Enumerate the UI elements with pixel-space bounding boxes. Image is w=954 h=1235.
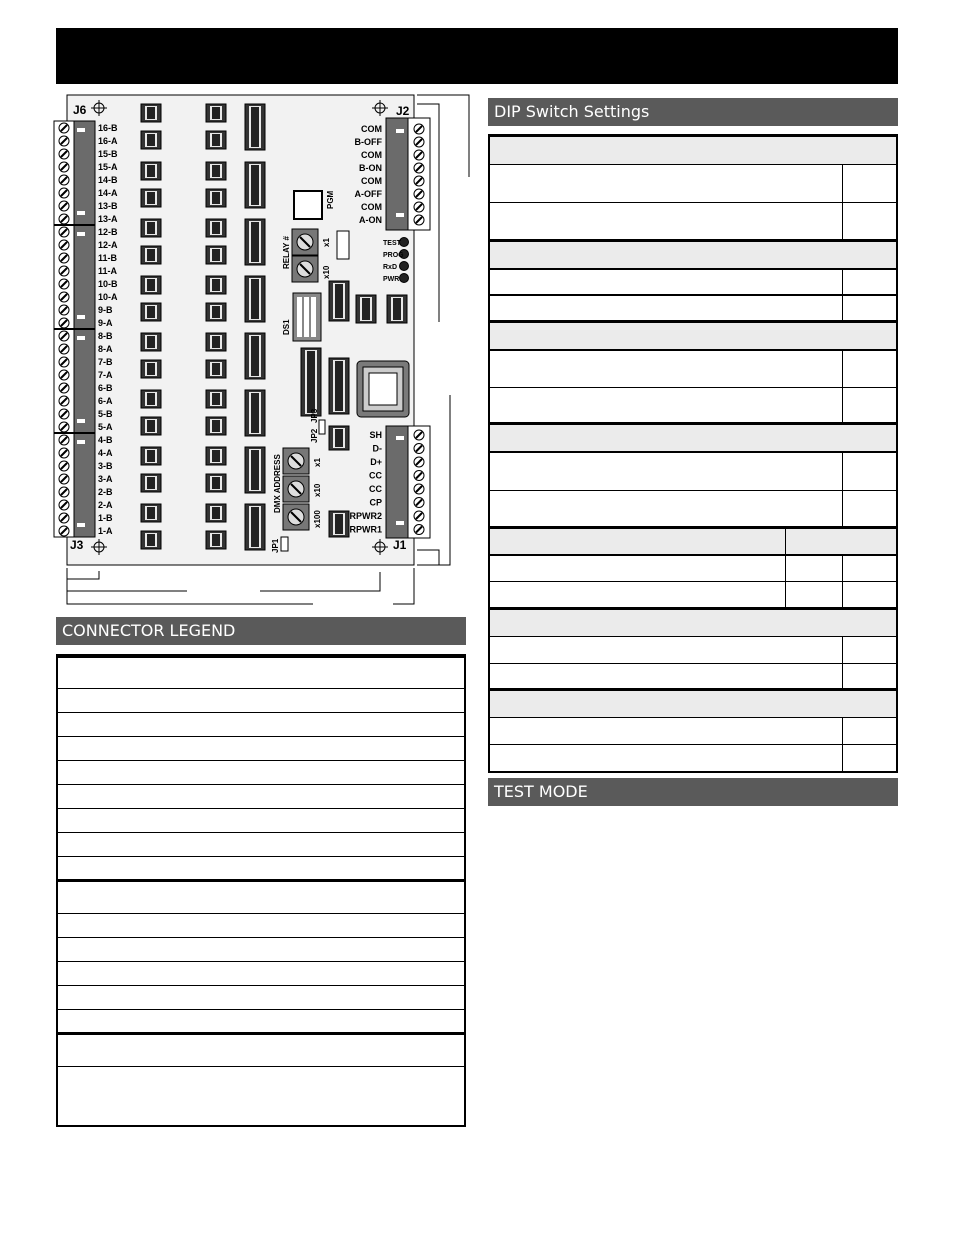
ds1-label: DS1 [282, 319, 291, 335]
left-pin-label: 7-B [98, 357, 113, 367]
ic-chip [141, 360, 161, 378]
dmx-rotary-switches [283, 448, 309, 530]
relay-x1-label: x1 [322, 238, 331, 247]
ic-chip [206, 104, 226, 122]
j2-pin-label: A-ON [359, 215, 382, 225]
j3-label: J3 [70, 538, 84, 552]
table-row [490, 453, 896, 491]
ic-chip [245, 104, 265, 150]
table-row [490, 691, 896, 718]
ic-chip [141, 447, 161, 465]
ic-chip [329, 511, 349, 537]
left-pin-label: 11-B [98, 253, 118, 263]
connector-legend-table [56, 654, 466, 1127]
table-row [58, 1036, 464, 1067]
table-row [58, 713, 464, 737]
ic-chip [206, 447, 226, 465]
jp2-label: JP2 [310, 428, 319, 443]
table-row [490, 718, 896, 745]
ic-chip [206, 219, 226, 237]
ic-chip [206, 246, 226, 264]
table-row [58, 761, 464, 785]
table-row [58, 883, 464, 914]
j2-pin-label: A-OFF [354, 189, 382, 199]
left-pin-label: 7-A [98, 370, 113, 380]
left-pin-label: 5-A [98, 422, 113, 432]
left-pin-label: 8-B [98, 331, 113, 341]
ic-chip [245, 390, 265, 436]
dmx-x10-label: x10 [313, 483, 322, 497]
table-row [58, 689, 464, 713]
ic-chip [245, 162, 265, 208]
ic-chip [141, 219, 161, 237]
j2-pin-label: COM [361, 202, 382, 212]
table-row [490, 351, 896, 388]
table-row [490, 165, 896, 203]
ic-chip [206, 131, 226, 149]
table-row [490, 203, 896, 242]
table-row [490, 137, 896, 165]
ic-chip [206, 390, 226, 408]
ic-chip [206, 303, 226, 321]
left-terminal-blocks [54, 121, 95, 537]
j2-pin-label: COM [361, 150, 382, 160]
left-pin-label: 2-A [98, 500, 113, 510]
j6-label: J6 [73, 103, 87, 117]
j2-pin-label: COM [361, 176, 382, 186]
ic-chip [141, 390, 161, 408]
ic-chip [206, 276, 226, 294]
ic-chip [387, 295, 407, 323]
dip-switch-title: DIP Switch Settings [488, 98, 898, 126]
ic-chip [206, 333, 226, 351]
table-row [58, 986, 464, 1010]
relay-rotary-switches [292, 229, 318, 282]
table-row [490, 323, 896, 351]
left-pin-label: 16-B [98, 123, 118, 133]
table-row [58, 833, 464, 857]
ic-chip [206, 189, 226, 207]
table-row [490, 388, 896, 425]
j1-label: J1 [393, 538, 407, 552]
dmx-x1-label: x1 [313, 458, 322, 467]
left-pin-label: 9-B [98, 305, 113, 315]
ic-chip [141, 162, 161, 180]
relay-header [337, 231, 349, 259]
ic-chip [141, 531, 161, 549]
j1-terminal [386, 426, 430, 538]
left-pin-label: 4-B [98, 435, 113, 445]
ic-chip [245, 276, 265, 322]
ic-chip [141, 303, 161, 321]
j1-pin-label: RPWR1 [349, 524, 382, 535]
pgm-label: PGM [326, 190, 335, 209]
left-pin-label: 11-A [98, 266, 118, 276]
ic-chip [141, 276, 161, 294]
left-pin-label: 14-B [98, 175, 118, 185]
left-pin-label: 8-A [98, 344, 113, 354]
led-indicator [400, 274, 409, 283]
table-row [58, 962, 464, 986]
led-label: PROG [383, 252, 404, 259]
table-row [490, 296, 896, 323]
ic-chip [141, 104, 161, 122]
table-row [490, 582, 896, 610]
left-pin-label: 9-A [98, 318, 113, 328]
j2-label: J2 [396, 104, 410, 118]
table-row [58, 1010, 464, 1035]
left-pin-label: 1-B [98, 513, 113, 523]
pgm-button [294, 191, 322, 219]
led-label: TEST [383, 240, 401, 247]
table-row [58, 857, 464, 882]
table-row [490, 556, 896, 582]
table-row [490, 242, 896, 270]
j1-pin-label: CP [369, 497, 382, 508]
table-row [490, 637, 896, 664]
left-pin-label: 15-B [98, 149, 118, 159]
ic-chip [206, 162, 226, 180]
ic-chip [329, 358, 349, 414]
left-pin-label: 10-B [98, 279, 118, 289]
test-mode-title: TEST MODE [488, 778, 898, 806]
j2-pin-label: B-OFF [354, 137, 382, 147]
ic-chip [206, 504, 226, 522]
j2-pin-label: B-ON [359, 163, 382, 173]
left-pin-label: 15-A [98, 162, 118, 172]
table-row [490, 610, 896, 637]
j1-pin-label: CC [369, 484, 382, 494]
table-row [490, 270, 896, 296]
table-row [58, 809, 464, 833]
led-indicator [400, 262, 409, 271]
j1-pin-label: SH [369, 430, 382, 440]
table-row [58, 737, 464, 761]
board-diagram [53, 93, 471, 608]
ic-chip [245, 333, 265, 379]
left-pin-label: 1-A [98, 526, 113, 536]
connector-legend-title: CONNECTOR LEGEND [56, 617, 466, 645]
ds1-dip-switch [293, 293, 321, 341]
ic-chip [141, 333, 161, 351]
j1-pin-label: CC [369, 470, 382, 481]
jp1-jumper [281, 537, 288, 551]
j2-terminal [386, 118, 430, 230]
dmx-x100-label: x100 [313, 510, 322, 528]
jp1-label: JP1 [271, 538, 280, 553]
left-pin-label: 2-B [98, 487, 113, 497]
left-pin-label: 12-B [98, 227, 118, 237]
ic-chip [206, 417, 226, 435]
ic-chip [356, 295, 376, 323]
ic-chip [141, 189, 161, 207]
jp2-jumper [319, 420, 325, 434]
dip-switch-table [488, 134, 898, 773]
table-row [490, 529, 896, 556]
ic-chip [245, 504, 265, 550]
left-pin-label: 13-B [98, 201, 118, 211]
ic-chip [206, 360, 226, 378]
left-pin-label: 6-A [98, 396, 113, 406]
jp3-label: JP3 [310, 408, 319, 423]
microcontroller-chip [357, 361, 409, 417]
table-row [490, 491, 896, 529]
j1-pin-label: RPWR2 [349, 511, 382, 521]
left-pin-label: 6-B [98, 383, 113, 393]
ic-chip [245, 447, 265, 493]
j2-pin-label: COM [361, 124, 382, 134]
j1-pin-label: D- [372, 443, 382, 454]
left-pin-label: 10-A [98, 292, 118, 302]
ic-chip [141, 474, 161, 492]
led-label: RxD [383, 264, 398, 271]
relay-x10-label: x10 [322, 265, 331, 279]
ic-chip [141, 131, 161, 149]
ic-chip [245, 219, 265, 265]
table-row [490, 664, 896, 691]
ic-chip [206, 531, 226, 549]
left-pin-label: 12-A [98, 240, 118, 250]
table-row [58, 658, 464, 689]
ic-chip [141, 417, 161, 435]
ic-chip [301, 348, 321, 416]
led-label: PWR [383, 276, 400, 283]
page-header-bar [56, 28, 898, 84]
table-row [58, 914, 464, 938]
left-pin-label: 3-A [98, 474, 113, 484]
left-pin-label: 4-A [98, 448, 113, 458]
dmx-address-label: DMX ADDRESS [273, 454, 282, 513]
left-pin-label: 5-B [98, 409, 113, 419]
ic-chip [141, 504, 161, 522]
ic-chip [329, 426, 349, 450]
left-pin-label: 3-B [98, 461, 113, 471]
left-pin-label: 13-A [98, 214, 118, 224]
ic-chip [141, 246, 161, 264]
table-row [490, 425, 896, 453]
table-row [58, 938, 464, 962]
ic-chip [329, 281, 349, 321]
relay-label: RELAY # [282, 236, 291, 269]
left-pin-label: 16-A [98, 136, 118, 146]
table-row [58, 785, 464, 809]
left-pin-label: 14-A [98, 188, 118, 198]
j1-pin-label: D+ [370, 457, 382, 467]
ic-chip [206, 474, 226, 492]
